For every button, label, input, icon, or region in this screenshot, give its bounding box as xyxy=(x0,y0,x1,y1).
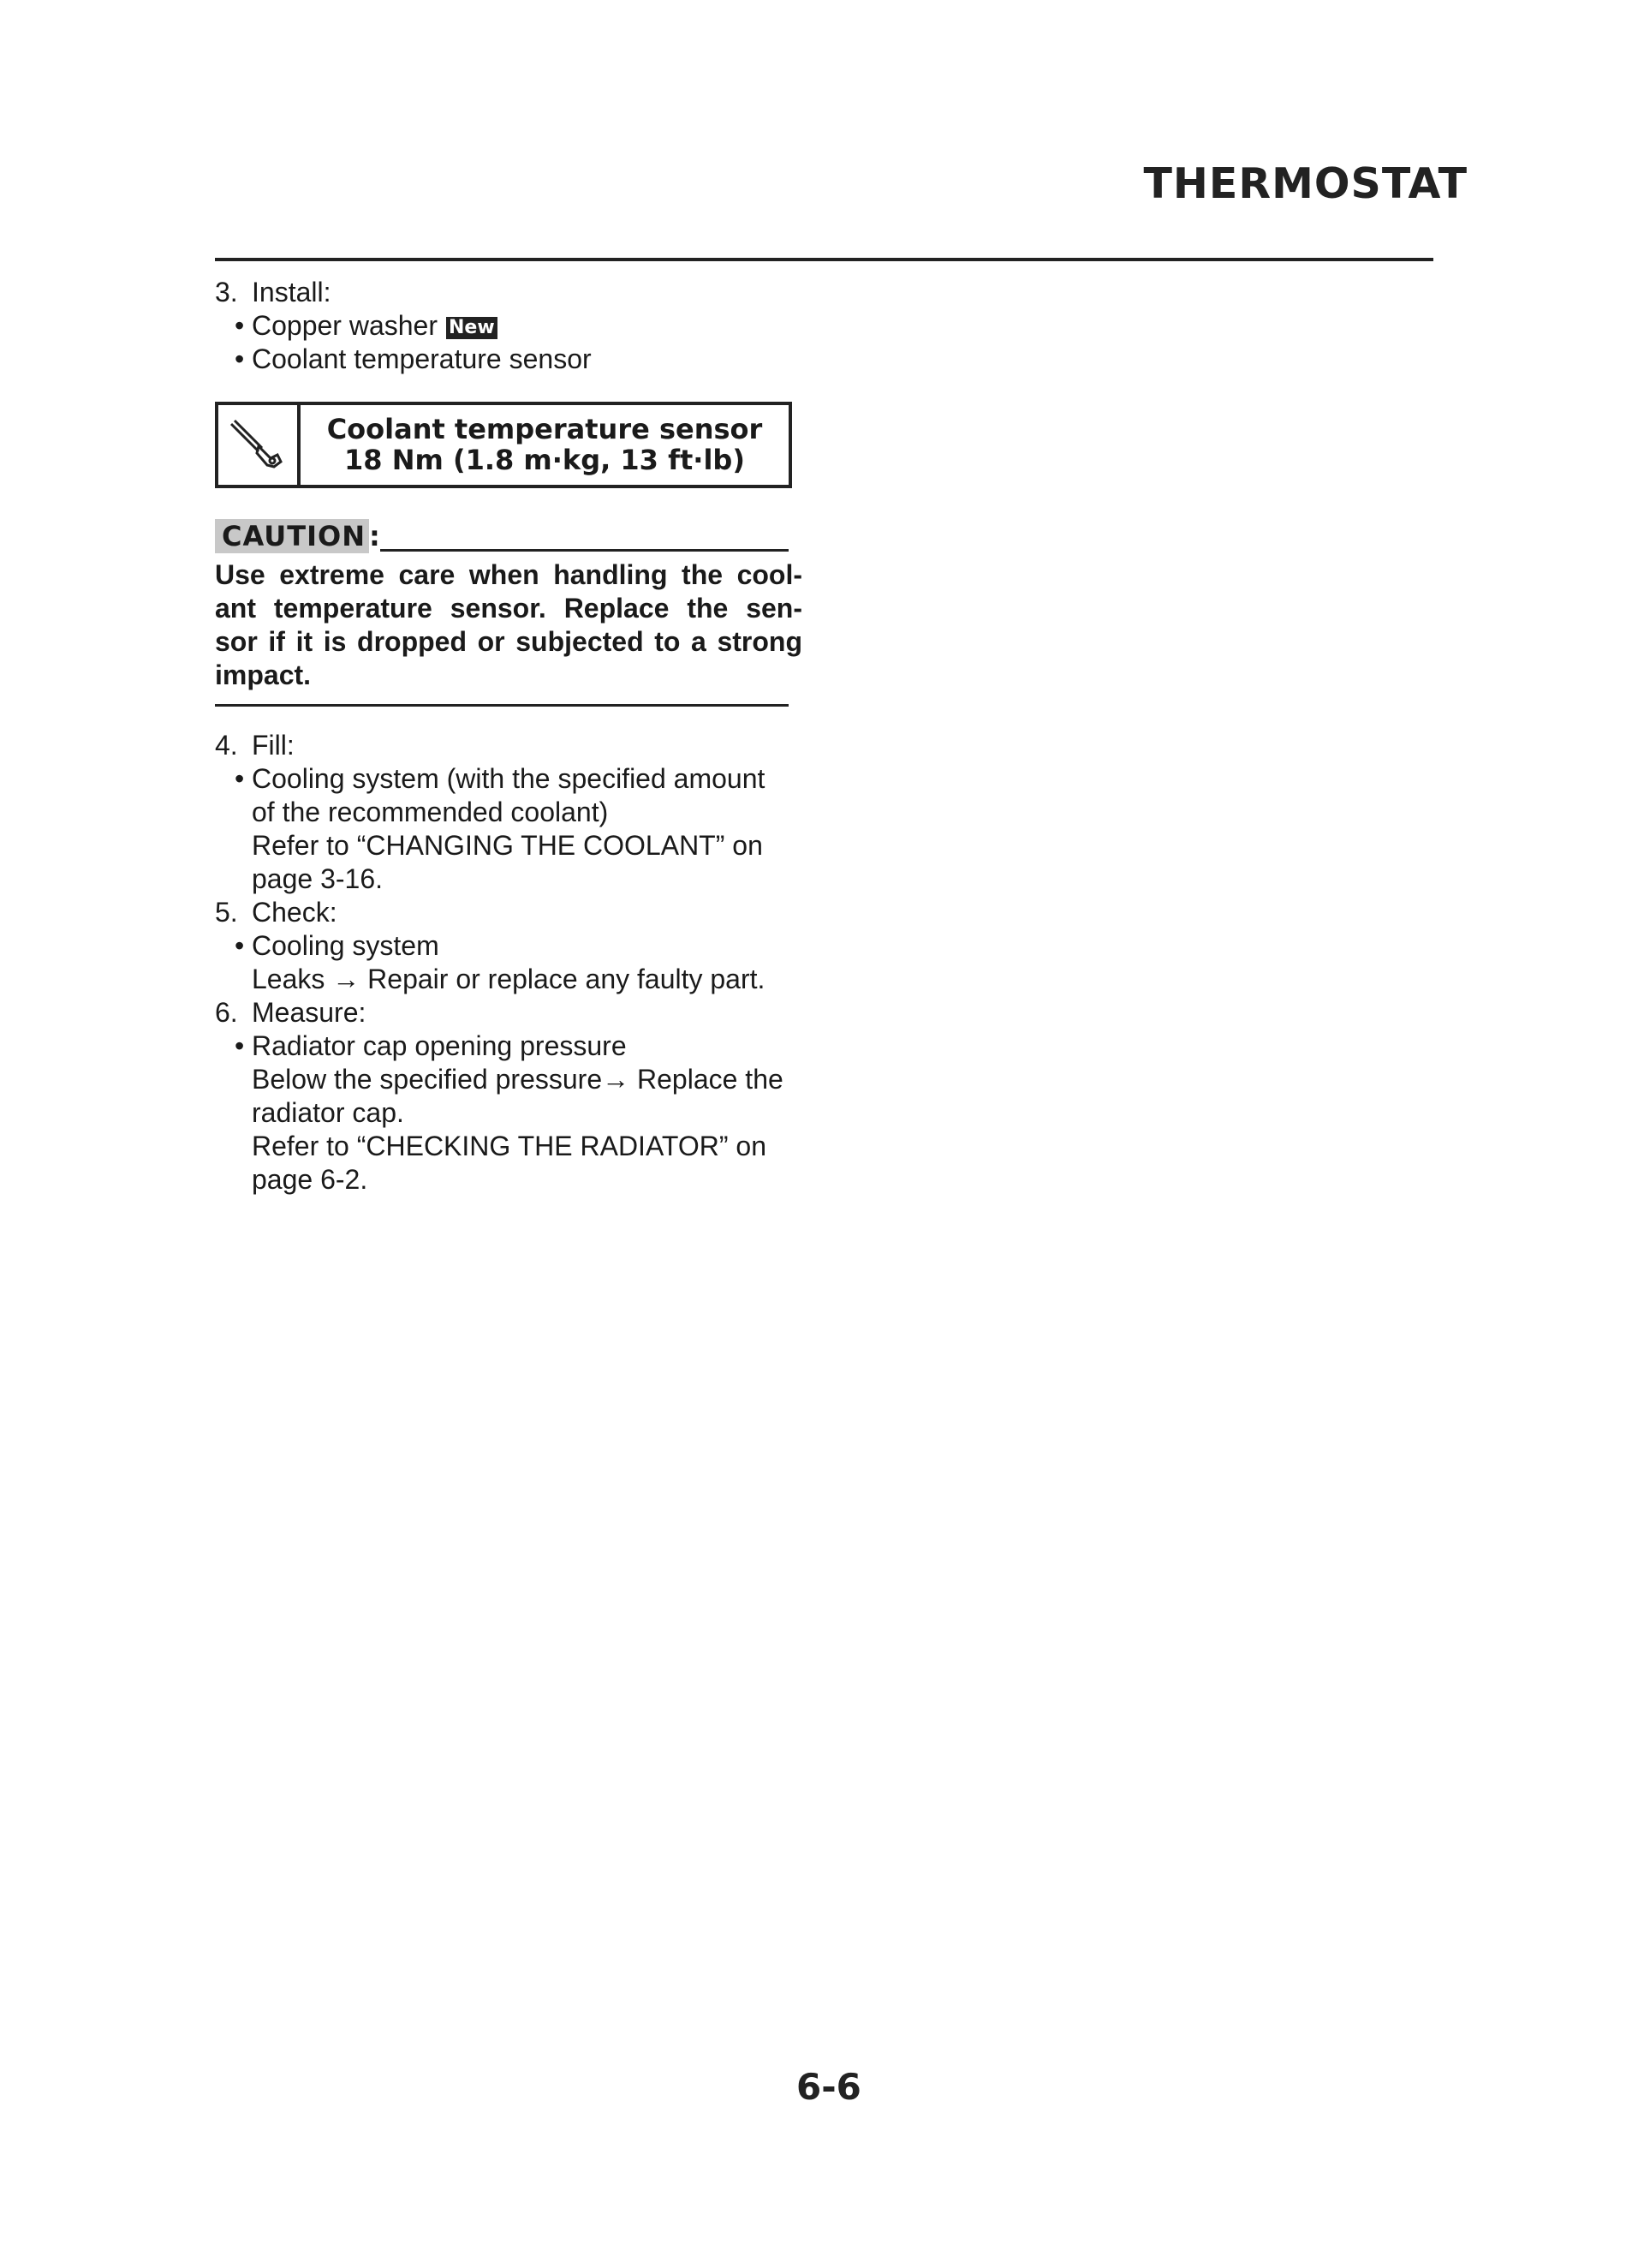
step-title: Install: xyxy=(252,277,331,307)
cross-reference: Refer to “CHANGING THE COOLANT” on xyxy=(252,830,763,861)
torque-part-name: Coolant temperature sensor xyxy=(326,413,763,445)
step-number: 5. xyxy=(215,897,238,928)
caution-text: Use extreme care when handling the cool- ant temperature sensor. Replace the sen- sor if it is dropped or subjected to a strong impact. xyxy=(215,559,802,690)
list-item: • Radiator cap opening pressure xyxy=(215,1030,806,1063)
header-rule xyxy=(215,258,1433,261)
step-number: 3. xyxy=(215,277,238,307)
bullet: • xyxy=(235,343,245,374)
caution-rule xyxy=(380,549,789,552)
step-title: Measure: xyxy=(252,997,366,1028)
torque-wrench-icon xyxy=(218,405,301,485)
list-item: • Cooling system (with the specified amount xyxy=(215,762,806,796)
cross-reference: Refer to “CHECKING THE RADIATOR” on xyxy=(252,1131,767,1161)
bullet: • xyxy=(235,930,245,961)
list-item xyxy=(215,343,806,376)
caution-header: CAUTION : xyxy=(215,519,789,553)
main-content xyxy=(215,276,806,1197)
bullet: • xyxy=(235,1030,245,1061)
step-title: Fill: xyxy=(252,730,295,761)
step-5: 5. Check: • Cooling system Leaks → Repair or replace any faulty part. xyxy=(215,896,806,996)
list-item xyxy=(215,309,806,343)
bullet: • xyxy=(235,763,245,794)
step-6: 6. Measure: • Radiator cap opening pressure Below the specified pressure→ Replace the radiator cap. Refer to “CHECKING THE RADIATOR” on page 6-2. xyxy=(215,996,806,1197)
item-coolant-sensor: Coolant temperature sensor xyxy=(252,343,592,374)
caution-label: CAUTION xyxy=(215,519,369,553)
caution-bottom-rule xyxy=(215,704,789,707)
bullet: • xyxy=(235,310,245,341)
step-4: 4. Fill: • Cooling system (with the specified amount of the recommended coolant) Refer to “CHANGING THE COOLANT” on page 3-16. xyxy=(215,729,806,896)
torque-spec-box xyxy=(215,402,792,488)
list-item: • Cooling system xyxy=(215,929,806,963)
page-title: THERMOSTAT xyxy=(1143,159,1468,208)
step-number: 6. xyxy=(215,997,238,1028)
step-3 xyxy=(215,276,806,376)
new-badge: New xyxy=(446,317,497,339)
page-number: 6-6 xyxy=(796,2066,861,2108)
torque-value: 18 Nm (1.8 m·kg, 13 ft·lb) xyxy=(344,444,745,476)
item-copper-washer: Copper washer xyxy=(252,310,438,341)
step-title: Check: xyxy=(252,897,337,928)
step-number: 4. xyxy=(215,730,238,761)
